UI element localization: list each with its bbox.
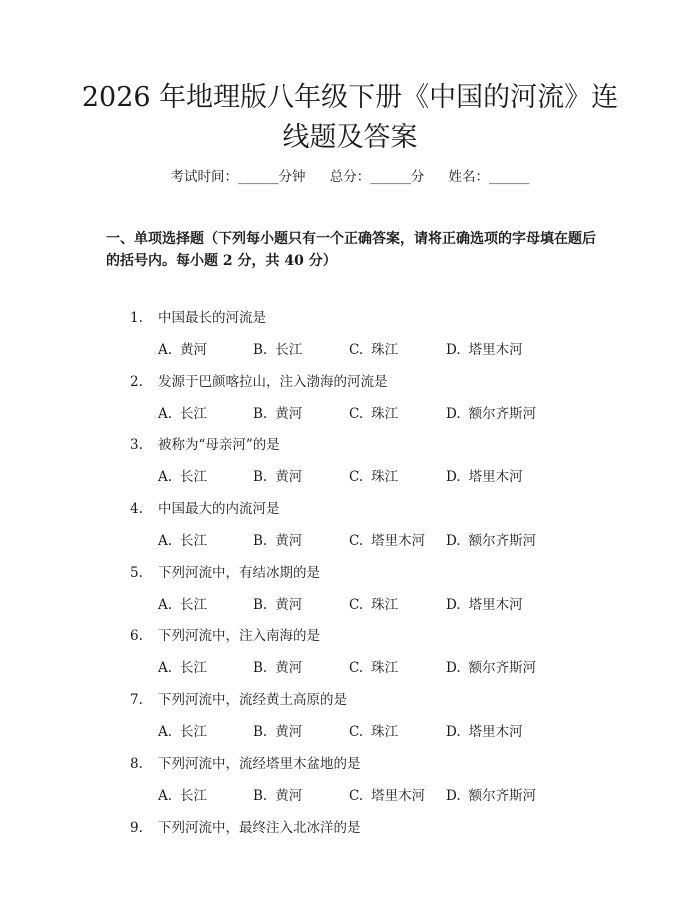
option-letter: A. — [158, 405, 173, 422]
option-text: 额尔齐斯河 — [468, 533, 537, 550]
option-text: 黄河 — [275, 533, 303, 550]
question-number: 1. — [130, 310, 143, 326]
exam-time-field: 考试时间：______分钟 — [170, 169, 306, 185]
answer-option — [253, 786, 302, 806]
question-stem — [130, 818, 361, 838]
option-text: 长江 — [180, 469, 208, 486]
option-letter: D. — [446, 660, 461, 677]
option-text: 珠江 — [371, 405, 399, 422]
answer-option — [158, 595, 207, 615]
question-number: 7. — [130, 692, 143, 709]
option-text: 塔里木河 — [468, 342, 523, 358]
answer-option — [349, 340, 398, 360]
option-text: 塔里木河 — [371, 787, 426, 804]
option-letter: A. — [158, 469, 173, 486]
option-letter: C. — [349, 469, 364, 486]
option-text: 黄河 — [275, 724, 303, 741]
question-text: 下列河流中，流经黄土高原的是 — [158, 692, 347, 709]
answer-option — [446, 786, 536, 806]
option-letter: C. — [349, 596, 364, 613]
option-letter: A. — [158, 660, 173, 677]
question-text: 下列河流中，有结冰期的是 — [158, 564, 320, 581]
option-letter: C. — [349, 787, 364, 804]
option-letter: A. — [158, 787, 173, 804]
option-letter: C. — [349, 724, 364, 741]
option-letter: D. — [446, 533, 461, 550]
answer-option — [349, 786, 425, 806]
option-letter: C. — [349, 533, 364, 550]
answer-option — [446, 658, 536, 678]
answer-option — [253, 404, 302, 424]
question-number: 2. — [130, 373, 143, 390]
answer-option — [446, 467, 523, 487]
option-letter: B. — [253, 724, 268, 741]
question-text: 下列河流中，注入南海的是 — [158, 628, 320, 645]
question-stem — [130, 435, 280, 455]
answer-option — [446, 595, 523, 615]
option-text: 黄河 — [275, 787, 303, 804]
answer-option — [158, 467, 207, 487]
answer-option — [158, 404, 207, 424]
question-text: 下列河流中，最终注入北冰洋的是 — [158, 819, 361, 836]
option-text: 珠江 — [371, 660, 399, 677]
question-text: 下列河流中，流经塔里木盆地的是 — [158, 755, 361, 772]
question-stem — [130, 499, 280, 519]
option-letter: D. — [446, 596, 461, 613]
section-heading: 一、单项选择题（下列每小题只有一个正确答案，请将正确选项的字母填在题后的括号内。每小题 2 分，共 40 分） — [106, 231, 596, 269]
question-item — [130, 499, 600, 563]
answer-option — [253, 722, 302, 742]
option-letter: D. — [446, 405, 461, 422]
question-item — [130, 818, 600, 882]
option-letter: B. — [253, 596, 268, 613]
option-text: 长江 — [180, 596, 208, 613]
question-stem — [130, 308, 266, 328]
option-letter: C. — [349, 342, 364, 358]
option-letter: A. — [158, 596, 173, 613]
answer-option — [349, 531, 425, 551]
option-text: 黄河 — [180, 342, 208, 358]
question-item — [130, 626, 600, 690]
question-number: 9. — [130, 819, 143, 836]
answer-option — [253, 595, 302, 615]
answer-option — [158, 786, 207, 806]
question-text: 发源于巴颜喀拉山，注入渤海的河流是 — [158, 373, 388, 390]
answer-option — [349, 595, 398, 615]
answer-option — [349, 404, 398, 424]
question-text: 中国最长的河流是 — [158, 310, 266, 326]
question-item — [130, 308, 600, 372]
question-stem — [130, 626, 320, 646]
option-text: 长江 — [180, 787, 208, 804]
option-letter: D. — [446, 724, 461, 741]
option-letter: B. — [253, 469, 268, 486]
question-item — [130, 690, 600, 754]
answer-option — [349, 722, 398, 742]
option-text: 黄河 — [275, 405, 303, 422]
option-letter: D. — [446, 787, 461, 804]
question-item — [130, 754, 600, 818]
answer-option — [253, 658, 302, 678]
option-text: 长江 — [180, 533, 208, 550]
student-name-field: 姓名：______ — [448, 169, 530, 185]
option-text: 珠江 — [371, 469, 399, 486]
total-score-field: 总分：______分 — [329, 169, 425, 185]
answer-option — [446, 722, 523, 742]
option-text: 长江 — [180, 405, 208, 422]
option-text: 珠江 — [371, 724, 399, 741]
answer-option — [158, 531, 207, 551]
option-text: 黄河 — [275, 660, 303, 677]
answer-option — [158, 658, 207, 678]
option-text: 黄河 — [275, 596, 303, 613]
question-text: 中国最大的内流河是 — [158, 501, 280, 518]
question-stem — [130, 754, 361, 774]
document-title: 2026 年地理版八年级下册《中国的河流》连线题及答案 — [81, 82, 619, 153]
option-letter: D. — [446, 469, 461, 486]
question-stem — [130, 690, 347, 710]
option-letter: C. — [349, 660, 364, 677]
question-stem — [130, 563, 320, 583]
option-letter: B. — [253, 660, 268, 677]
answer-option — [349, 467, 398, 487]
option-text: 塔里木河 — [468, 596, 523, 613]
answer-option — [446, 340, 523, 360]
option-letter: C. — [349, 405, 364, 422]
question-number: 8. — [130, 755, 143, 772]
answer-option — [349, 658, 398, 678]
question-number: 5. — [130, 564, 143, 581]
answer-option — [253, 340, 302, 360]
option-letter: A. — [158, 533, 173, 550]
answer-option — [158, 340, 207, 360]
option-text: 额尔齐斯河 — [468, 787, 537, 804]
option-letter: B. — [253, 405, 268, 422]
question-item — [130, 435, 600, 499]
question-item — [130, 563, 600, 627]
option-text: 珠江 — [371, 342, 399, 358]
answer-option — [253, 531, 302, 551]
exam-info — [0, 167, 700, 187]
question-number: 6. — [130, 628, 143, 645]
question-number: 4. — [130, 501, 143, 518]
option-text: 黄河 — [275, 469, 303, 486]
question-list — [130, 308, 600, 881]
answer-option — [253, 467, 302, 487]
question-text: 被称为“母亲河”的是 — [158, 437, 280, 454]
answer-option — [158, 722, 207, 742]
option-text: 额尔齐斯河 — [468, 405, 537, 422]
answer-option — [446, 531, 536, 551]
option-text: 长江 — [180, 724, 208, 741]
option-text: 长江 — [180, 660, 208, 677]
option-letter: A. — [158, 724, 173, 741]
question-stem — [130, 372, 388, 392]
question-item — [130, 372, 600, 436]
option-letter: A. — [158, 342, 173, 358]
option-text: 珠江 — [371, 596, 399, 613]
option-letter: B. — [253, 342, 268, 358]
option-letter: B. — [253, 533, 268, 550]
question-number: 3. — [130, 437, 143, 454]
option-text: 塔里木河 — [468, 469, 523, 486]
option-text: 塔里木河 — [371, 533, 426, 550]
option-text: 塔里木河 — [468, 724, 523, 741]
option-text: 额尔齐斯河 — [468, 660, 537, 677]
answer-option — [446, 404, 536, 424]
option-text: 长江 — [275, 342, 303, 358]
option-letter: D. — [446, 342, 461, 358]
option-letter: B. — [253, 787, 268, 804]
